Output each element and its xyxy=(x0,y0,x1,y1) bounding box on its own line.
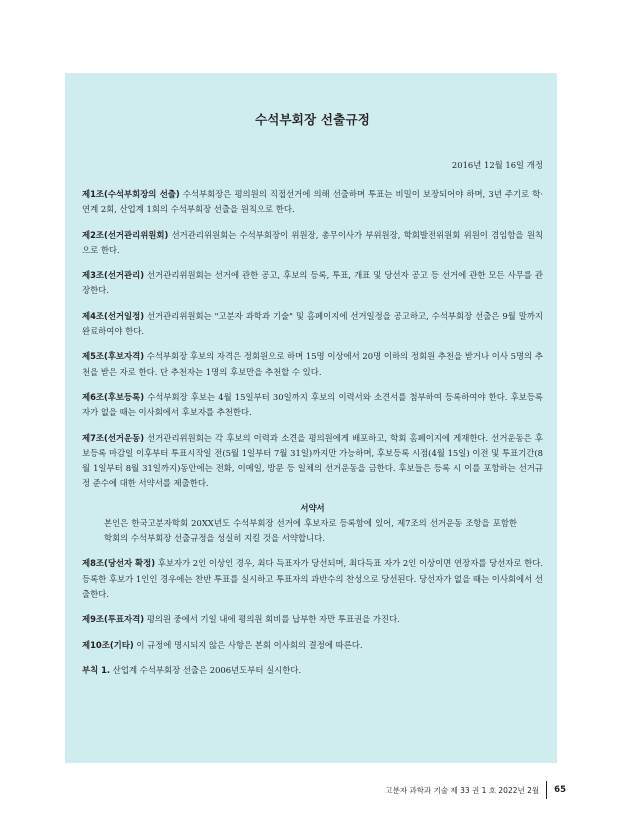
article-4 xyxy=(82,309,543,340)
article-heading: 제1조(수석부회장의 선출) xyxy=(82,189,180,199)
article-text: 후보자가 2인 이상인 경우, 최다 득표자가 당선되며, 최다득표 자가 2인 이상이면 연장자를 당선자로 한다. 등록한 후보가 1인인 경우에는 찬반 투표를 실시하고 투표자의 과반수의 찬성으로 당선된다. 당선자가 없을 때는 이사회에서 선출한다. xyxy=(82,558,543,599)
document-title: 수석부회장 선출규정 xyxy=(254,112,371,127)
article-text: 선거관리위원회는 "고분자 과학과 기술" 및 홈페이지에 선거일정을 공고하고, 수석부회장 선출은 9월 말까지 완료하여야 한다. xyxy=(82,310,543,337)
article-text: 선거관리위원회는 수석부회장이 위원장, 총무이사가 부위원장, 학회발전위원회 위원이 겸임함을 원칙으로 한다. xyxy=(82,229,543,255)
revision-date: 2016년 12월 16일 개정 xyxy=(451,160,543,170)
article-text: 평의원 중에서 기일 내에 평의원 회비를 납부한 자만 투표권을 가진다. xyxy=(144,614,400,625)
article-2 xyxy=(82,228,543,259)
article-text: 선거관리위원회는 각 후보의 이력과 소견을 평의원에게 배포하고, 학회 홈페이지에 게재한다. 선거운동은 후보등록 마감일 이후부터 투표시작일 전(5월 1일부터 7월 31일)까지만 가능하며, 후보등록 시점(4월 15일) 이전 및 투표기간(8월 1일부터 8월 31일까지)동안에는 전화, 이메일, 방문 등 일체의 선거운동을 금한다. 후보들은 등록 시 이를 포함하는 선거규정 준수에 대한 서약서를 제출한다. xyxy=(82,432,543,489)
article-text: 이 규정에 명시되지 않은 사항은 본회 이사회의 결정에 따른다. xyxy=(133,639,363,650)
article-10 xyxy=(82,638,543,653)
article-1 xyxy=(82,187,543,218)
article-heading: 제7조(선거운동) xyxy=(82,432,145,443)
article-9 xyxy=(82,612,543,627)
article-heading: 제8조(당선자 확정) xyxy=(82,558,156,569)
regulation-box xyxy=(65,73,557,763)
article-6 xyxy=(82,390,543,421)
article-heading: 제6조(후보등록) xyxy=(82,391,145,402)
article-text: 선거관리위원회는 선거에 관한 공고, 후보의 등록, 투표, 개표 및 당선자 공고 등 선거에 관한 모든 사무를 관장한다. xyxy=(82,270,543,296)
article-5 xyxy=(82,349,543,380)
article-heading: 제9조(투표자격) xyxy=(82,614,145,625)
article-text: 수석부회장은 평의원의 직접선거에 의해 선출하며 투표는 비밀이 보장되어야 하며, 3년 주기로 학·연계 2회, 산업계 1회의 수석부회장 선출을 원칙으로 한다. xyxy=(82,189,543,215)
pledge-text: 본인은 한국고분자학회 20XX년도 수석부회장 선거에 후보자로 등록함에 있어, 제7조의 선거운동 조항을 포함한 학회의 수석부회장 선출규정을 성실히 지킬 것을 서약합니다. xyxy=(104,517,517,544)
journal-citation: 고분자 과학과 기술 제 33 권 1 호 2022년 2월 xyxy=(385,785,540,795)
article-8 xyxy=(82,556,543,602)
pledge-title: 서약서 xyxy=(300,502,325,513)
article-3 xyxy=(82,268,543,299)
article-heading: 제10조(기타) xyxy=(82,639,134,650)
article-7 xyxy=(82,431,543,492)
article-heading: 제5조(후보자격) xyxy=(82,351,145,362)
page-number: 65 xyxy=(554,785,566,795)
article-heading: 제2조(선거관리위원회) xyxy=(82,229,169,240)
page-footer xyxy=(385,781,566,799)
article-heading: 부칙 1. xyxy=(82,664,111,675)
supplementary-provision xyxy=(82,663,543,678)
article-text: 수석부회장 후보는 4월 15일부터 30일까지 후보의 이력서와 소견서를 첨부하여 등록하여야 한다. 후보등록자가 없을 때는 이사회에서 후보자를 추천한다. xyxy=(82,391,543,418)
article-text: 산업계 수석부회장 선출은 2006년도부터 실시한다. xyxy=(110,664,302,675)
article-text: 수석부회장 후보의 자격은 정회원으로 하며 15명 이상에서 20명 이하의 정회원 추천을 받거나 이사 5명의 추천을 받은 자로 한다. 단 추천자는 1명의 후보만을 추천할 수 있다. xyxy=(82,351,543,377)
article-heading: 제4조(선거일정) xyxy=(82,310,145,321)
article-heading: 제3조(선거관리) xyxy=(82,270,145,281)
